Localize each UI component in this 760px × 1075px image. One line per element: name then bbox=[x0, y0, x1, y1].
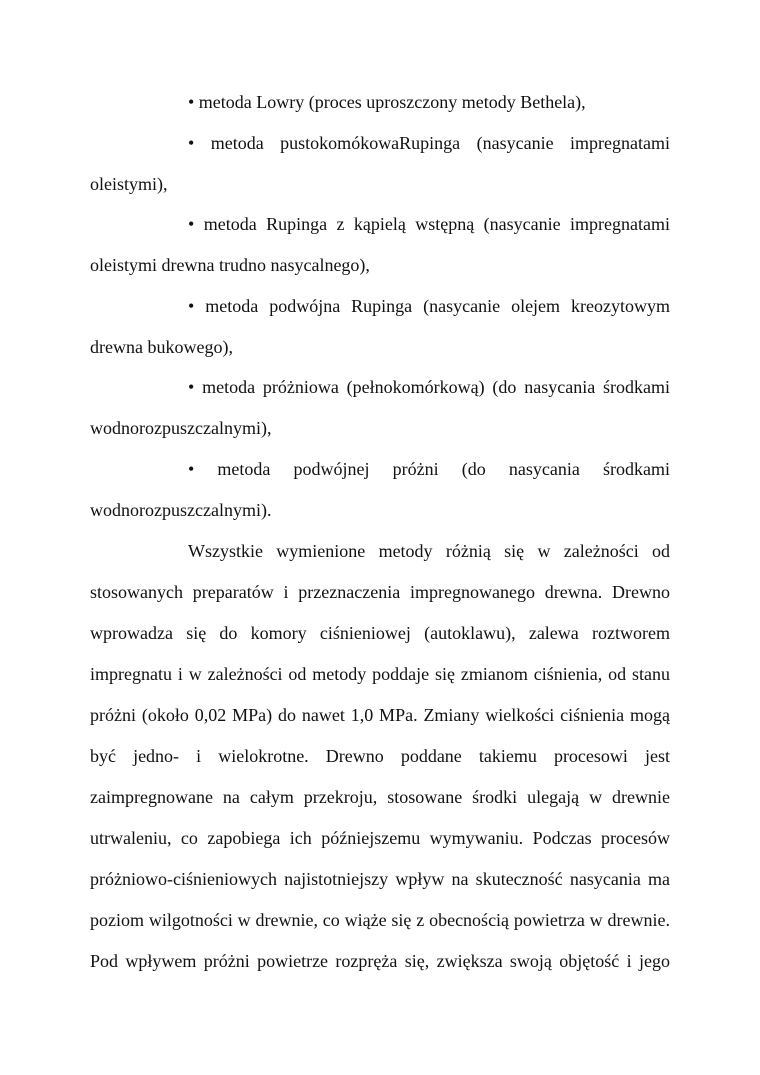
bullet-line-rupinga-pustokomorkowa: • metoda pustokomókowaRupinga (nasycanie impregnatami bbox=[188, 133, 670, 153]
paragraph-line: Pod wpływem próżni powietrze rozpręża się, zwiększa swoją objętość i jego bbox=[90, 951, 670, 971]
bullet-line-continuation: wodnorozpuszczalnymi). bbox=[90, 500, 272, 520]
bullet-line-rupinga-kapiel: • metoda Rupinga z kąpielą wstępną (nasycanie impregnatami bbox=[188, 214, 670, 234]
paragraph-line: utrwaleniu, co zapobiega ich późniejszemu wymywaniu. Podczas procesów bbox=[90, 828, 670, 848]
paragraph-line: poziom wilgotności w drewnie, co wiąże się z obecnością powietrza w drewnie. bbox=[90, 910, 670, 930]
bullet-line-podwojna-rupinga: • metoda podwójna Rupinga (nasycanie olejem kreozytowym bbox=[188, 296, 670, 316]
paragraph-line: próżniowo-ciśnieniowych najistotniejszy wpływ na skuteczność nasycania ma bbox=[90, 869, 670, 889]
bullet-line-continuation: drewna bukowego), bbox=[90, 337, 233, 357]
paragraph-line: próżni (około 0,02 MPa) do nawet 1,0 MPa. Zmiany wielkości ciśnienia mogą bbox=[90, 705, 670, 725]
paragraph-line: wprowadza się do komory ciśnieniowej (autoklawu), zalewa roztworem bbox=[90, 623, 670, 643]
bullet-line-lowry: • metoda Lowry (proces uproszczony metody Bethela), bbox=[188, 92, 586, 112]
paragraph-line: być jedno- i wielokrotne. Drewno poddane takiemu procesowi jest bbox=[90, 746, 670, 766]
paragraph-line: zaimpregnowane na całym przekroju, stosowane środki ulegają w drewnie bbox=[90, 787, 670, 807]
bullet-line-continuation: oleistymi), bbox=[90, 174, 168, 194]
bullet-line-continuation: wodnorozpuszczalnymi), bbox=[90, 418, 272, 438]
bullet-line-prozniowa: • metoda próżniowa (pełnokomórkową) (do nasycania środkami bbox=[188, 377, 670, 397]
bullet-line-continuation: oleistymi drewna trudno nasycalnego), bbox=[90, 255, 370, 275]
paragraph-line: Wszystkie wymienione metody różnią się w zależności od bbox=[188, 541, 670, 561]
paragraph-line: stosowanych preparatów i przeznaczenia impregnowanego drewna. Drewno bbox=[90, 582, 670, 602]
paragraph-line: impregnatu i w zależności od metody poddaje się zmianom ciśnienia, od stanu bbox=[90, 664, 670, 684]
bullet-line-podwojnej-prozni: • metoda podwójnej próżni (do nasycania środkami bbox=[188, 459, 670, 479]
